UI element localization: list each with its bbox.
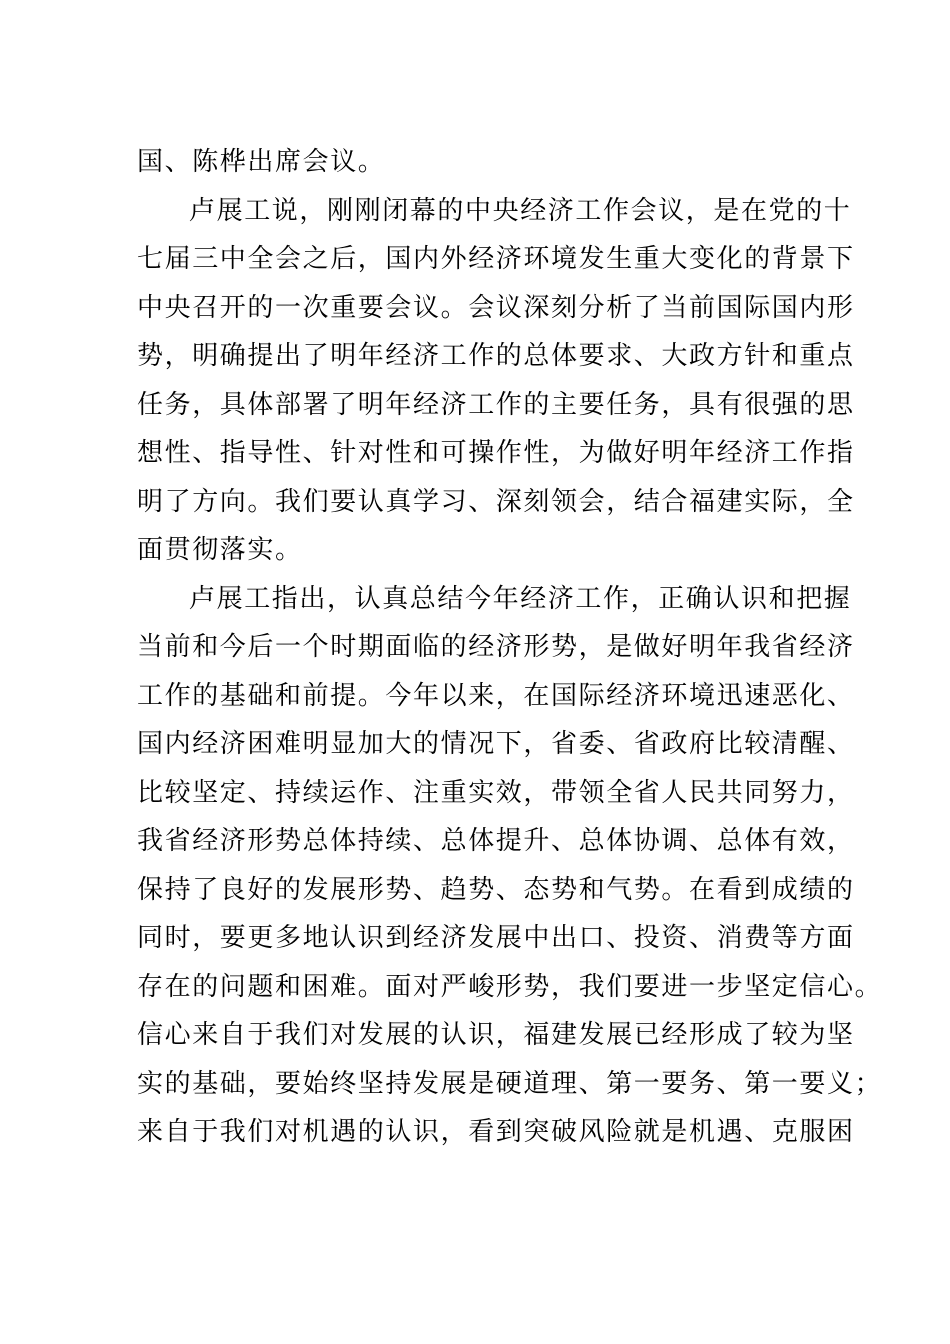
text-line: 卢展工说，刚刚闭幕的中央经济工作会议，是在党的十 [189, 195, 852, 226]
text-line: 信心来自于我们对发展的认识，福建发展已经形成了较为坚 [137, 1020, 855, 1050]
text-line: 七届三中全会之后，国内外经济环境发生重大变化的背景下 [137, 244, 855, 274]
text-line: 国内经济困难明显加大的情况下，省委、省政府比较清醒、 [137, 729, 855, 759]
text-line: 我省经济形势总体持续、总体提升、总体协调、总体有效， [137, 826, 855, 856]
text-line: 卢展工指出，认真总结今年经济工作，正确认识和把握 [189, 583, 852, 614]
text-line: 存在的问题和困难。面对严峻形势，我们要进一步坚定信心。 [137, 971, 883, 1002]
text-line: 任务，具体部署了明年经济工作的主要任务，具有很强的思 [137, 389, 855, 420]
text-line: 明了方向。我们要认真学习、深刻领会，结合福建实际，全 [137, 486, 855, 517]
text-line: 同时，要更多地认识到经济发展中出口、投资、消费等方面 [137, 923, 855, 953]
text-line: 比较坚定、持续运作、注重实效，带领全省人民共同努力， [137, 777, 855, 808]
text-line: 来自于我们对机遇的认识，看到突破风险就是机遇、克服困 [137, 1117, 855, 1147]
body-text [137, 138, 883, 1157]
text-line: 势，明确提出了明年经济工作的总体要求、大政方针和重点 [137, 341, 855, 371]
text-line: 实的基础，要始终坚持发展是硬道理、第一要务、第一要义； [137, 1068, 883, 1099]
text-line: 工作的基础和前提。今年以来，在国际经济环境迅速恶化、 [137, 680, 855, 711]
text-line: 中央召开的一次重要会议。会议深刻分析了当前国际国内形 [137, 292, 855, 323]
text-line: 当前和今后一个时期面临的经济形势，是做好明年我省经济 [137, 632, 855, 662]
text-line: 保持了良好的发展形势、趋势、态势和气势。在看到成绩的 [137, 874, 855, 905]
text-line: 面贯彻落实。 [137, 535, 303, 565]
text-line: 国、陈桦出席会议。 [137, 147, 386, 177]
text-line: 想性、指导性、针对性和可操作性，为做好明年经济工作指 [137, 438, 855, 468]
